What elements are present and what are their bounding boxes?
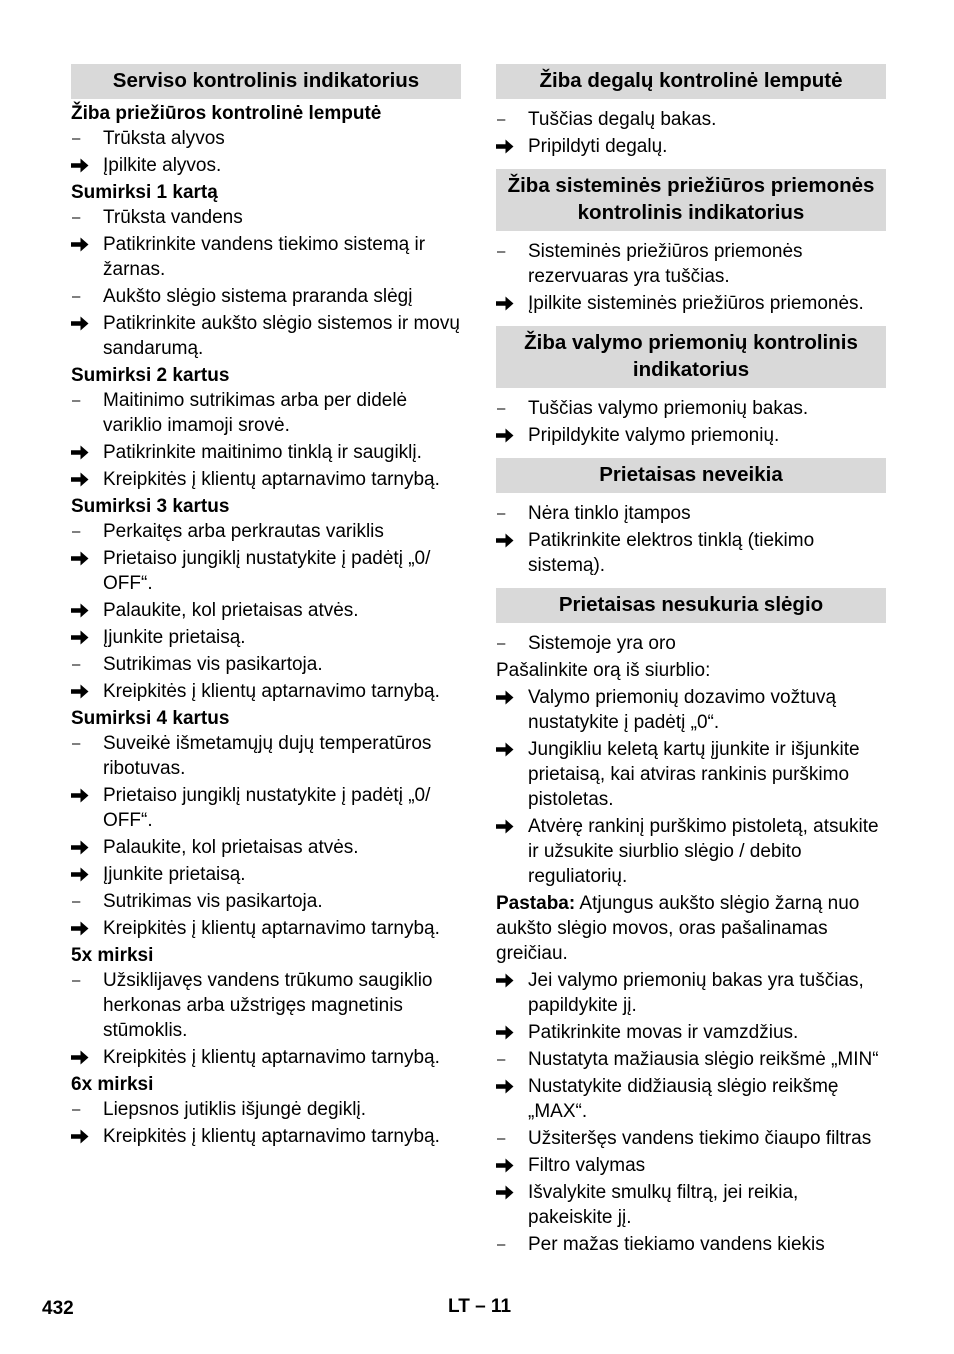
item-text: Sisteminės priežiūros priemonės rezervuaras yra tuščias. [528, 241, 803, 287]
remedy-item [71, 916, 461, 941]
remedy-item [496, 291, 886, 316]
remedy-item [496, 737, 886, 812]
cause-item [496, 1126, 886, 1151]
remedy-item [71, 625, 461, 650]
item-text: Tuščias degalų bakas. [528, 109, 717, 130]
item-text: Patikrinkite vandens tiekimo sistemą ir žarnas. [103, 234, 426, 280]
item-text: Trūksta vandens [103, 207, 243, 228]
remedy-item [71, 311, 461, 361]
section-heading-prietaisas-nesukuria-slegio: Prietaisas nesukuria slėgio [496, 588, 886, 623]
item-text: Atvėrę rankinį purškimo pistoletą, atsukite ir užsukite siurblio slėgio / debito reguliatorių. [528, 816, 879, 887]
cause-item [71, 519, 461, 544]
cause-item [71, 284, 461, 309]
dash-bullet-icon: – [497, 243, 506, 260]
cause-item [71, 731, 461, 781]
item-text: Nustatykite didžiausią slėgio reikšmę „MAX“. [528, 1076, 839, 1122]
item-text: Suveikė išmetamųjų dujų temperatūros ribotuvas. [103, 733, 432, 779]
item-text: Liepsnos jutiklis išjungė degiklį. [103, 1099, 366, 1120]
remedy-item [71, 1045, 461, 1070]
dash-bullet-icon: – [72, 656, 81, 673]
item-list [71, 731, 461, 941]
cause-item [496, 396, 886, 421]
remedy-item [71, 835, 461, 860]
dash-bullet-icon: – [497, 1130, 506, 1147]
dash-bullet-icon: – [72, 972, 81, 989]
item-text: Prietaiso jungiklį nustatykite į padėtį „0/ OFF“. [103, 785, 431, 831]
item-text: Kreipkitės į klientų aptarnavimo tarnybą. [103, 1126, 440, 1147]
remedy-item [71, 440, 461, 465]
remedy-item [71, 598, 461, 623]
remedy-item [496, 1074, 886, 1124]
cause-item [496, 1047, 886, 1072]
item-text: Nėra tinklo įtampos [528, 503, 691, 524]
note-label: Pastaba: [496, 893, 576, 914]
item-text: Prietaiso jungiklį nustatykite į padėtį „0/ OFF“. [103, 548, 431, 594]
item-text: Jungikliu keletą kartų įjunkite ir išjunkite prietaisą, kai atviras rankinis purškimo pistoletas. [528, 739, 860, 810]
subheading-sumirksi-1-karta: Sumirksi 1 kartą [71, 182, 218, 203]
item-list [71, 388, 461, 492]
dash-bullet-icon: – [497, 400, 506, 417]
item-text: Sutrikimas vis pasikartoja. [103, 891, 323, 912]
remedy-item [71, 1124, 461, 1149]
cause-item [71, 1097, 461, 1122]
item-text: Patikrinkite aukšto slėgio sistemos ir movų sandarumą. [103, 313, 460, 359]
paragraph-text: Atjungus aukšto slėgio žarną nuo aukšto slėgio movos, oras pašalinamas greičiau. [496, 893, 860, 964]
item-text: Valymo priemonių dozavimo vožtuvą nustatykite į padėtį „0“. [528, 687, 837, 733]
item-list [71, 968, 461, 1070]
dash-bullet-icon: – [72, 1101, 81, 1118]
item-text: Palaukite, kol prietaisas atvės. [103, 837, 359, 858]
item-text: Trūksta alyvos [103, 128, 225, 149]
subheading-ziba-prieziuros-kontroline-lempute: Žiba priežiūros kontrolinė lemputė [71, 103, 382, 124]
dash-bullet-icon: – [72, 288, 81, 305]
remedy-item [71, 232, 461, 282]
item-list [496, 396, 886, 448]
dash-bullet-icon: – [497, 111, 506, 128]
item-text: Maitinimo sutrikimas arba per didelė variklio imamoji srovė. [103, 390, 408, 436]
cause-item [71, 889, 461, 914]
item-text: Jei valymo priemonių bakas yra tuščias, papildykite jį. [528, 970, 864, 1016]
remedy-item [71, 153, 461, 178]
language-page-label: LT – 11 [448, 1296, 512, 1317]
remedy-item [496, 423, 886, 448]
dash-bullet-icon: – [72, 735, 81, 752]
remedy-item [71, 783, 461, 833]
cause-item [71, 388, 461, 438]
remedy-item [496, 685, 886, 735]
item-text: Įjunkite prietaisą. [103, 864, 246, 885]
item-text: Patikrinkite elektros tinklą (tiekimo sistemą). [528, 530, 815, 576]
left-column [71, 64, 461, 1151]
dash-bullet-icon: – [72, 130, 81, 147]
cause-item [496, 501, 886, 526]
dash-bullet-icon: – [497, 505, 506, 522]
item-list [496, 107, 886, 159]
item-text: Kreipkitės į klientų aptarnavimo tarnybą. [103, 918, 440, 939]
item-text: Patikrinkite movas ir vamzdžius. [528, 1022, 799, 1043]
item-list [71, 1097, 461, 1149]
remedy-item [496, 1180, 886, 1230]
item-text: Kreipkitės į klientų aptarnavimo tarnybą. [103, 1047, 440, 1068]
item-list [496, 501, 886, 578]
subheading-sumirksi-2-kartus: Sumirksi 2 kartus [71, 365, 230, 386]
item-text: Pripildykite valymo priemonių. [528, 425, 780, 446]
note-paragraph [496, 891, 886, 966]
item-list [71, 126, 461, 178]
item-text: Perkaitęs arba perkrautas variklis [103, 521, 384, 542]
cause-item [496, 631, 886, 656]
dash-bullet-icon: – [497, 1236, 506, 1253]
item-text: Užsiklijavęs vandens trūkumo saugiklio herkonas arba užstrigęs magnetinis stūmoklis. [103, 970, 433, 1041]
cause-item [496, 239, 886, 289]
dash-bullet-icon: – [497, 635, 506, 652]
item-text: Užsiteršęs vandens tiekimo čiaupo filtras [528, 1128, 872, 1149]
item-text: Sistemoje yra oro [528, 633, 676, 654]
item-text: Įpilkite alyvos. [103, 155, 222, 176]
cause-item [496, 1232, 886, 1257]
section-heading-ziba-degalu-kontroline-lempute: Žiba degalų kontrolinė lemputė [496, 64, 886, 99]
cause-item [496, 107, 886, 132]
item-text: Įjunkite prietaisą. [103, 627, 246, 648]
instruction-paragraph [496, 658, 886, 683]
remedy-item [496, 814, 886, 889]
item-text: Įpilkite sisteminės priežiūros priemonės. [528, 293, 864, 314]
item-text: Filtro valymas [528, 1155, 646, 1176]
item-text: Tuščias valymo priemonių bakas. [528, 398, 809, 419]
page-number: 432 [42, 1298, 74, 1319]
section-heading-prietaisas-neveikia: Prietaisas neveikia [496, 458, 886, 493]
remedy-item [496, 1153, 886, 1178]
item-text: Aukšto slėgio sistema praranda slėgį [103, 286, 413, 307]
dash-bullet-icon: – [72, 523, 81, 540]
item-text: Palaukite, kol prietaisas atvės. [103, 600, 359, 621]
item-text: Sutrikimas vis pasikartoja. [103, 654, 323, 675]
section-heading-ziba-valymo-priemoniu-kontrolinis-indika: Žiba valymo priemonių kontrolinis indikatorius [496, 326, 886, 388]
section-heading-serviso-kontrolinis-indikatorius: Serviso kontrolinis indikatorius [71, 64, 461, 99]
remedy-item [71, 862, 461, 887]
remedy-item [496, 528, 886, 578]
remedy-item [71, 679, 461, 704]
item-text: Išvalykite smulkų filtrą, jei reikia, pakeiskite jį. [528, 1182, 799, 1228]
remedy-item [496, 134, 886, 159]
cause-item [71, 205, 461, 230]
item-text: Patikrinkite maitinimo tinklą ir saugiklį. [103, 442, 422, 463]
dash-bullet-icon: – [497, 1051, 506, 1068]
item-text: Pripildyti degalų. [528, 136, 668, 157]
remedy-item [71, 546, 461, 596]
item-text: Kreipkitės į klientų aptarnavimo tarnybą. [103, 681, 440, 702]
dash-bullet-icon: – [72, 893, 81, 910]
item-text: Nustatyta mažiausia slėgio reikšmė „MIN“ [528, 1049, 879, 1070]
item-text: Kreipkitės į klientų aptarnavimo tarnybą. [103, 469, 440, 490]
subheading-sumirksi-4-kartus: Sumirksi 4 kartus [71, 708, 230, 729]
section-heading-ziba-sistemines-prieziuros-priemones-kon: Žiba sisteminės priežiūros priemonės kontrolinis indikatorius [496, 169, 886, 231]
item-list [496, 631, 886, 1257]
dash-bullet-icon: – [72, 392, 81, 409]
item-list [71, 519, 461, 704]
paragraph-text: Pašalinkite orą iš siurblio: [496, 660, 711, 681]
remedy-item [71, 467, 461, 492]
subheading-sumirksi-3-kartus: Sumirksi 3 kartus [71, 496, 230, 517]
remedy-item [496, 1020, 886, 1045]
item-list [496, 239, 886, 316]
cause-item [71, 968, 461, 1043]
item-list [71, 205, 461, 361]
cause-item [71, 126, 461, 151]
item-text: Per mažas tiekiamo vandens kiekis [528, 1234, 825, 1255]
remedy-item [496, 968, 886, 1018]
right-column [496, 64, 886, 1259]
subheading-6x-mirksi: 6x mirksi [71, 1074, 154, 1095]
subheading-5x-mirksi: 5x mirksi [71, 945, 154, 966]
cause-item [71, 652, 461, 677]
dash-bullet-icon: – [72, 209, 81, 226]
